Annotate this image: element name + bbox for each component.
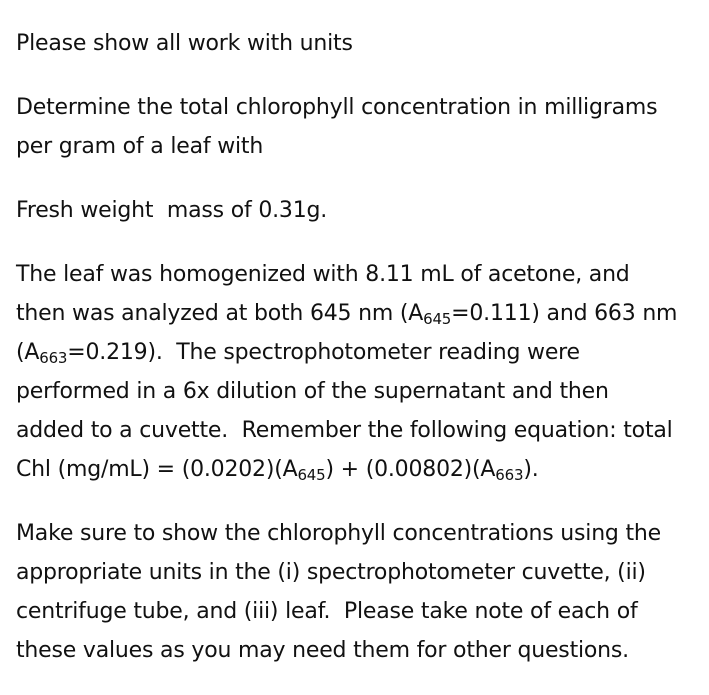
procedure-line-4: performed in a 6x dilution of the supernatant and then: [16, 379, 609, 404]
procedure-line-2-start: then was analyzed at both 645 nm (A: [16, 301, 424, 326]
instructions-line-1: Make sure to show the chlorophyll concentrations using the: [16, 521, 661, 546]
instructions-paragraph: [16, 514, 706, 670]
procedure-line-3-end: =0.219). The spectrophotometer reading were: [67, 340, 580, 365]
task-line-2: per gram of a leaf with: [16, 134, 264, 159]
procedure-line-5: added to a cuvette. Remember the following equation: total: [16, 418, 673, 443]
procedure-line-1: The leaf was homogenized with 8.11 mL of acetone, and: [16, 262, 630, 287]
instructions-line-2: appropriate units in the (i) spectrophotometer cuvette, (ii): [16, 560, 646, 585]
procedure-paragraph: [16, 255, 706, 489]
intro-paragraph: [16, 24, 706, 63]
procedure-line-3-start: (A: [16, 340, 40, 365]
intro-text: Please show all work with units: [16, 31, 353, 56]
fresh-weight-paragraph: [16, 191, 706, 230]
equation-subscript-645: 645: [297, 466, 326, 484]
procedure-line-2: [16, 294, 706, 333]
procedure-line-3: [16, 333, 706, 372]
task-paragraph: [16, 88, 706, 166]
equation-subscript-663: 663: [495, 466, 524, 484]
equation-line: [16, 450, 706, 489]
task-line-1: Determine the total chlorophyll concentration in milligrams: [16, 95, 658, 120]
absorbance-645-subscript: 645: [423, 310, 452, 328]
question-document: [16, 24, 706, 695]
procedure-line-2-end: =0.111) and 663 nm: [451, 301, 678, 326]
fresh-weight-text: Fresh weight mass of 0.31g.: [16, 198, 328, 223]
instructions-line-4: these values as you may need them for other questions.: [16, 638, 629, 663]
equation-start: Chl (mg/mL) = (0.0202)(A: [16, 457, 298, 482]
instructions-line-3: centrifuge tube, and (iii) leaf. Please take note of each of: [16, 599, 638, 624]
equation-middle: ) + (0.00802)(A: [325, 457, 496, 482]
absorbance-663-subscript: 663: [39, 349, 68, 367]
equation-end: ).: [523, 457, 539, 482]
